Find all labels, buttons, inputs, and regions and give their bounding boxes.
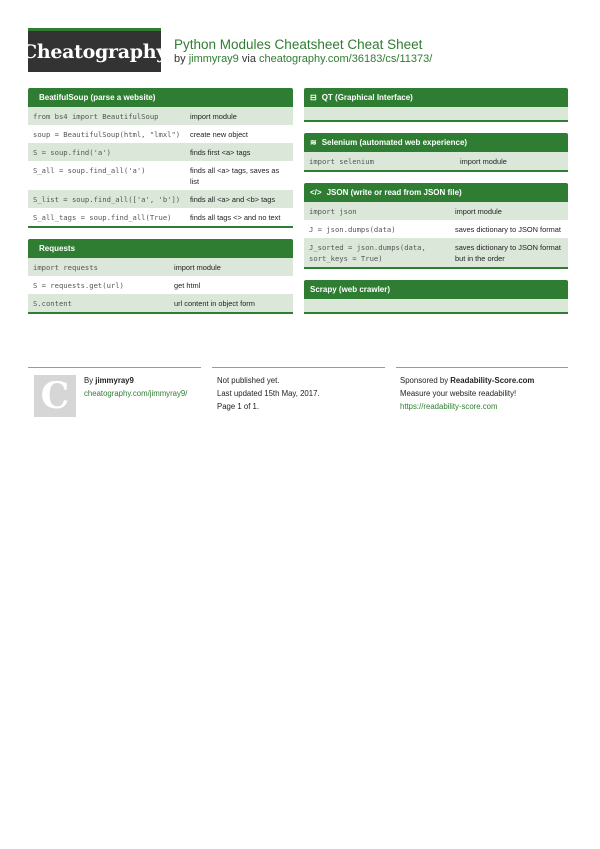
description-cell: get html <box>174 281 201 290</box>
code-cell: S = requests.get(url) <box>33 281 124 290</box>
footer-by-label: By <box>84 376 94 385</box>
footer-meta <box>217 374 320 434</box>
json-title: JSON (write or read from JSON file) <box>326 188 462 197</box>
description-cell: import module <box>455 207 502 216</box>
qt-table <box>304 107 568 122</box>
table-row <box>28 161 293 190</box>
json-table <box>304 202 568 269</box>
code-cell: J = json.dumps(data) <box>309 225 396 234</box>
table-row <box>28 294 293 312</box>
description-cell: saves dictionary to JSON format but in the order <box>455 243 561 263</box>
scrapy-title: Scrapy (web crawler) <box>310 285 391 294</box>
requests-table <box>28 258 293 314</box>
code-cell: S_all = soup.find_all('a') <box>33 166 146 175</box>
by-label: by <box>174 53 186 65</box>
code-cell: from bs4 import BeautifulSoup <box>33 112 159 121</box>
page-subtitle <box>174 53 432 65</box>
qt-empty-row <box>304 107 568 120</box>
window-icon: ⊟ <box>310 93 317 102</box>
footer-sponsor-name[interactable]: Readability-Score.com <box>450 376 535 385</box>
description-cell: create new object <box>190 130 248 139</box>
code-cell: S_list = soup.find_all(['a', 'b']) <box>33 195 181 204</box>
cheatography-logo[interactable]: Cheatography <box>28 28 161 72</box>
table-row <box>28 107 293 125</box>
table-row <box>28 190 293 208</box>
code-cell: S.content <box>33 299 72 308</box>
description-cell: finds all <a> tags, saves as list <box>190 166 280 186</box>
footer-sponsor <box>400 374 534 434</box>
author-link[interactable]: jimmyray9 <box>188 53 239 65</box>
requests-header <box>28 239 293 258</box>
qt-card <box>304 88 568 122</box>
code-cell: import json <box>309 207 357 216</box>
footer-sponsor-link[interactable]: https://readability-score.com <box>400 402 498 411</box>
description-cell: url content in object form <box>174 299 255 308</box>
code-cell: S_all_tags = soup.find_all(True) <box>33 213 172 222</box>
table-row <box>28 143 293 161</box>
sheet-url-link[interactable]: cheatography.com/36183/cs/11373/ <box>259 53 433 65</box>
wifi-icon: ≋ <box>310 138 317 147</box>
table-row <box>304 220 568 238</box>
qt-header <box>304 88 568 107</box>
footer-sponsor-text: Measure your website readability! <box>400 389 517 398</box>
footer-author-link[interactable]: cheatography.com/jimmyray9/ <box>84 389 188 398</box>
scrapy-table <box>304 299 568 314</box>
json-card <box>304 183 568 269</box>
author-avatar[interactable]: C <box>34 375 76 417</box>
table-row <box>304 202 568 220</box>
scrapy-card <box>304 280 568 314</box>
qt-title: QT (Graphical Interface) <box>321 93 413 102</box>
selenium-header <box>304 133 568 152</box>
table-row <box>28 258 293 276</box>
scrapy-header <box>304 280 568 299</box>
selenium-title: Selenium (automated web experience) <box>321 138 468 147</box>
footer-divider <box>212 367 385 368</box>
code-icon: </> <box>310 188 322 197</box>
code-cell: S = soup.find('a') <box>33 148 111 157</box>
selenium-table <box>304 152 568 172</box>
footer-updated: Last updated 15th May, 2017. <box>217 389 320 398</box>
description-cell: import module <box>190 112 237 121</box>
description-cell: finds all <a> and <b> tags <box>190 195 276 204</box>
footer-sponsor-label: Sponsored by <box>400 376 449 385</box>
left-column <box>28 88 293 325</box>
json-header <box>304 183 568 202</box>
table-row <box>28 125 293 143</box>
code-cell: J_sorted = json.dumps(data, sort_keys = True) <box>309 243 431 263</box>
footer-author <box>84 374 187 434</box>
beautifulsoup-card <box>28 88 293 228</box>
footer-published: Not published yet. <box>217 376 280 385</box>
footer-author-name: jimmyray9 <box>95 376 134 385</box>
right-column <box>304 88 568 325</box>
beautifulsoup-header <box>28 88 293 107</box>
code-cell: import selenium <box>309 157 374 166</box>
description-cell: saves dictionary to JSON format <box>455 225 561 234</box>
beautifulsoup-table <box>28 107 293 228</box>
selenium-card <box>304 133 568 172</box>
beautifulsoup-title: BeatifulSoup (parse a website) <box>39 93 156 102</box>
page-title: Python Modules Cheatsheet Cheat Sheet <box>174 37 423 52</box>
table-row <box>304 238 568 267</box>
footer-divider <box>396 367 568 368</box>
scrapy-empty-row <box>304 299 568 312</box>
description-cell: import module <box>460 157 507 166</box>
description-cell: finds all tags <> and no text <box>190 213 281 222</box>
table-row <box>28 208 293 226</box>
code-cell: soup = BeautifulSoup(html, "lmxl") <box>33 130 181 139</box>
code-cell: import requests <box>33 263 98 272</box>
description-cell: import module <box>174 263 221 272</box>
footer-page: Page 1 of 1. <box>217 402 260 411</box>
table-row <box>304 152 568 170</box>
footer-divider <box>28 367 201 368</box>
via-label: via <box>241 53 256 65</box>
table-row <box>28 276 293 294</box>
requests-card <box>28 239 293 314</box>
footer <box>28 367 568 427</box>
requests-title: Requests <box>39 244 76 253</box>
description-cell: finds first <a> tags <box>190 148 251 157</box>
